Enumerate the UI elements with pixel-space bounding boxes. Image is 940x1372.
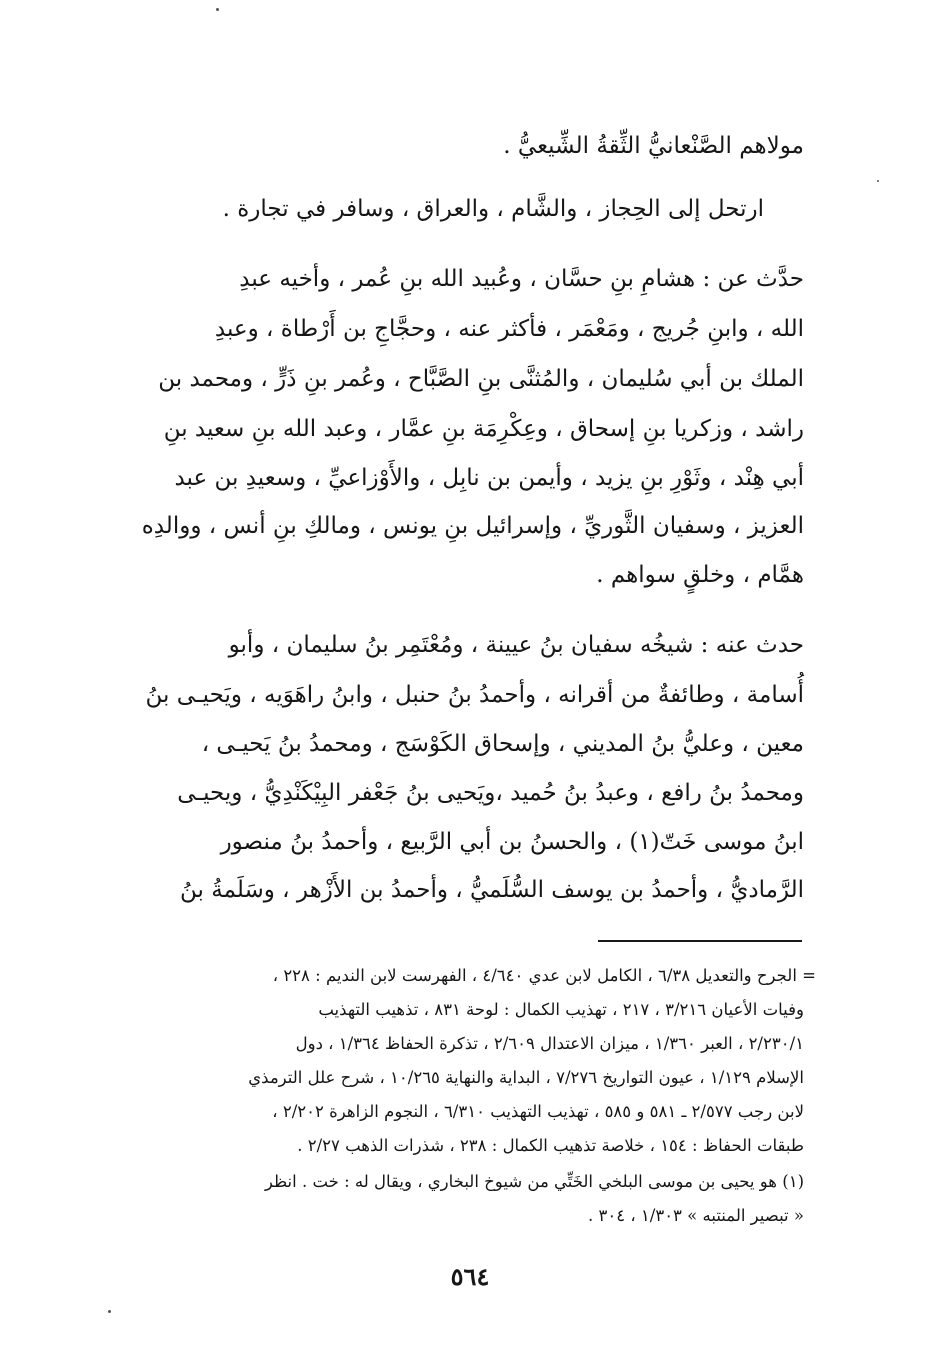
footnote-line: الإسلام ١/١٢٩ ، عيون التواريخ ٧/٢٧٦ ، البداية والنهاية ١٠/٢٦٥ ، شرح علل الترمذي — [248, 1068, 804, 1087]
footnotes — [132, 0, 816, 1240]
text-line: همَّام ، وخلقٍ سواهم . — [596, 562, 804, 588]
scan-speck — [108, 1310, 111, 1313]
footnote-line: « تبصير المنتبه » ١/٣٠٣ ، ٣٠٤ . — [587, 1206, 804, 1225]
footnote-line: ٢/٢٣٠/١ ، العبر ١/٣٦٠ ، ميزان الاعتدال ٢/٦٠٩ ، تذكرة الحفاظ ١/٣٦٤ ، دول — [295, 1034, 804, 1053]
footnote-line: لابن رجب ٢/٥٧٧ ـ ٥٨١ و ٥٨٥ ، تهذيب التهذيب ٦/٣١٠ ، النجوم الزاهرة ٢/٢٠٢ ، — [272, 1102, 804, 1121]
footnote-line: وفيات الأعيان ٣/٢١٦ ، ٢١٧ ، تهذيب الكمال : لوحة ٨٣١ ، تذهيب التهذيب — [318, 1000, 804, 1019]
page-number: ٥٦٤ — [450, 1262, 490, 1291]
footnote-line: (١) هو يحيى بن موسى البلخي الخَتِّي من شيوخ البخاري ، ويقال له : خت . انظر — [264, 1172, 804, 1191]
scan-speck — [216, 8, 219, 11]
footnote-line: = الجرح والتعديل ٦/٣٨ ، الكامل لابن عدي ٤/٦٤٠ ، الفهرست لابن النديم : ٢٢٨ ، — [272, 966, 816, 985]
scan-speck — [877, 180, 879, 182]
text-line: راشد ، وزكريا بنِ إسحاق ، وعِكْرِمَة بنِ عمَّار ، وعبد الله بنِ سعيد بنِ — [163, 416, 804, 442]
footnote-line: طبقات الحفاظ : ١٥٤ ، خلاصة تذهيب الكمال : ٢٣٨ ، شذرات الذهب ٢/٢٧ . — [297, 1136, 804, 1155]
text-line: العزيز ، وسفيان الثَّوريِّ ، وإسرائيل بنِ يونس ، ومالكِ بنِ أنس ، ووالدِه — [141, 513, 804, 539]
text-line: أُسامة ، وطائفةٌ من أقرانه ، وأحمدُ بنُ حنبل ، وابنُ راهَوَيه ، ويَحيـى بنُ — [145, 682, 804, 708]
text-line: ابنُ موسى خَتّ(١) ، والحسنُ بن أبي الرَّبيع ، وأحمدُ بنُ منصور — [220, 829, 804, 855]
text-line: أبي هِنْد ، وثَوْرِ بنِ يزيد ، وأيمن بن نابِل ، والأَوْزاعيِّ ، وسعيدِ بن عبد — [174, 465, 804, 491]
text-line: مولاهم الصَّنْعانيُّ الثِّقةُ الشِّيعيُّ . — [503, 133, 804, 159]
text-line: ومحمدُ بنُ رافع ، وعبدُ بنُ حُميد ،ويَحيى بنُ جَعْفر البِيْكَنْدِيُّ ، ويحيـى — [177, 780, 804, 806]
text-line: حدَّث عن : هشامِ بنِ حسَّان ، وعُبيد الله بنِ عُمر ، وأخيه عبدِ — [239, 266, 804, 292]
text-line: الملك بن أبي سُليمان ، والمُثنَّى بنِ الصَّبَّاح ، وعُمر بنِ ذَرٍّ ، ومحمد بن — [158, 366, 804, 392]
text-line: ارتحل إلى الحِجاز ، والشَّام ، والعراق ، وسافر في تجارة . — [222, 196, 764, 222]
text-line: الرَّماديُّ ، وأحمدُ بن يوسف السُّلَميُّ ، وأحمدُ بن الأَزْهر ، وسَلَمةُ بنُ — [180, 877, 804, 903]
text-line: حدث عنه : شيخُه سفيان بنُ عيينة ، ومُعْتَمِر بنُ سليمان ، وأبو — [228, 632, 804, 658]
text-line: معين ، وعليُّ بنُ المديني ، وإسحاق الكَوْسَج ، ومحمدُ بنُ يَحيـى ، — [201, 731, 804, 757]
text-line: الله ، وابنِ جُريج ، ومَعْمَر ، فأكثر عنه ، وحجَّاجِ بن أَرْطاة ، وعبدِ — [214, 316, 804, 342]
